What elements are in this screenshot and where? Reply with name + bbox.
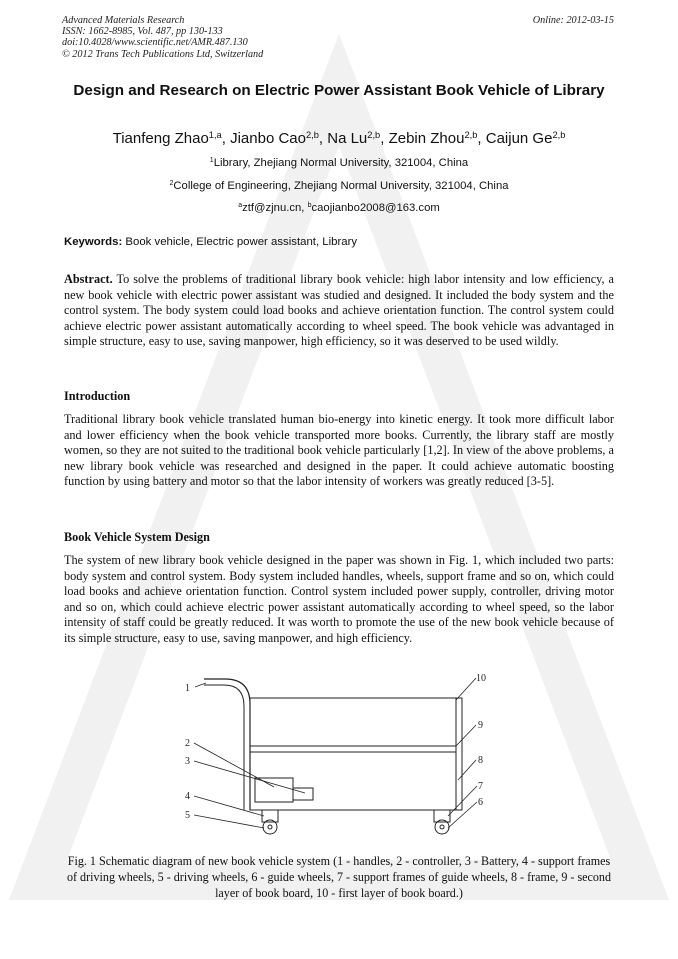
issn-line: ISSN: 1662-8985, Vol. 487, pp 130-133 [62, 26, 223, 38]
aff-text: Library, Zhejiang Normal University, 321004, China [213, 157, 469, 169]
introduction-heading: Introduction [64, 389, 131, 403]
figure-caption: Fig. 1 Schematic diagram of new book vehicle system (1 - handles, 2 - controller, 3 - Battery, 4 - support frames of driving wheels, 5 - driving wheels, 6 - guide wheels, 7 - support frames of guide wheels, 8 - frame, 9 - second layer of book board, 10 - first layer of book board.) [66, 854, 612, 900]
copyright-line: © 2012 Trans Tech Publications Ltd, Switzerland [62, 48, 264, 60]
label-6: 6 [478, 797, 483, 808]
label-4: 4 [185, 791, 190, 802]
guide-wheel-hub [440, 825, 444, 829]
introduction-text: Traditional library book vehicle translated human bio-energy into kinetic energy. It took more difficult labor and lower efficiency when the book vehicle transported more books. Currently, the library staff are mostly women, so they are not suited to the traditional book vehicle particularly [1,2]. In view of the above problems, a new library book vehicle was researched and designed in the paper. It could achieve automatic boosting function by using battery and motor so that the labor intensity of workers was greatly reduced [3-5]. [64, 412, 614, 489]
author-sup: 2,b [552, 129, 566, 140]
aff-sup: 2 [169, 180, 174, 188]
author: Tianfeng Zhao [112, 130, 209, 147]
abstract-label: Abstract. [64, 272, 113, 286]
keywords [64, 236, 357, 248]
author-sup: 2,b [464, 129, 478, 140]
vehicle-frame [250, 698, 462, 810]
label-2: 2 [185, 738, 190, 749]
handle-inner [204, 685, 244, 810]
figure-labels [185, 673, 486, 821]
label-8: 8 [478, 755, 483, 766]
email-line [62, 202, 616, 214]
author-sup: 2,b [305, 129, 319, 140]
paper-title: Design and Research on Electric Power Assistant Book Vehicle of Library [73, 82, 605, 99]
email-sup: b [307, 202, 312, 210]
aff-sup: 1 [209, 157, 214, 165]
controller-box [293, 788, 313, 800]
leader-lines [194, 678, 477, 828]
battery-box [255, 778, 293, 802]
abstract [64, 272, 614, 350]
author: Zebin Zhou [388, 130, 465, 147]
label-1: 1 [185, 683, 190, 694]
keywords-text: Book vehicle, Electric power assistant, Library [122, 236, 358, 248]
online-date: Online: 2012-03-15 [532, 15, 614, 26]
email-sup: a [238, 202, 243, 210]
author-sup: 2,b [367, 129, 381, 140]
author: Caijun Ge [485, 130, 553, 147]
abstract-text: To solve the problems of traditional library book vehicle: high labor intensity and low efficiency, a new book vehicle with electric power assistant was studied and designed. It included the body system and the control system. The body system could load books and achieve orientation function. The control system could achieve electric power assistant automatically according to wheel speed. The book vehicle was advantaged in simple structure, easy to use, saving manpower, high efficiency, so it was deserved to be used wildly. [64, 272, 614, 349]
journal-name: Advanced Materials Research [62, 15, 185, 26]
design-heading: Book Vehicle System Design [64, 530, 210, 544]
drive-wheel-hub [268, 825, 272, 829]
label-9: 9 [478, 720, 483, 731]
author: Jianbo Cao [230, 130, 306, 147]
author: Na Lu [327, 130, 368, 147]
label-5: 5 [185, 810, 190, 821]
author-sup: 1,a [208, 129, 222, 140]
doi-line: doi:10.4028/www.scientific.net/AMR.487.130 [62, 37, 248, 49]
design-text: The system of new library book vehicle designed in the paper was shown in Fig. 1, which included two parts: body system and control system. Body system included handles, wheels, support frame and so on, which could load books and achieve orientation function. Control system included power supply, controller, driving motor and so on, which could achieve electric power assistant automatically according to wheel speed, so the labor intensity of staff could be greatly reduced. It was worth to promote the use of the new book vehicle because of its simple structure, easy to use, saving manpower, and high efficiency. [64, 553, 614, 645]
book-vehicle-figure [180, 670, 500, 850]
keywords-label: Keywords: [64, 236, 123, 248]
label-3: 3 [185, 756, 190, 767]
affiliation-2 [62, 180, 616, 192]
label-10: 10 [476, 673, 486, 684]
journal-header [62, 15, 263, 60]
author-list: Tianfeng Zhao$^{1,a}$, Jianbo Cao$^{2,b}$, Na Lu$^{2,b}$, Zebin Zhou$^{2,b}$, Caijun Ge$^{2,b}$ [112, 129, 566, 147]
email-b: caojianbo2008@163.com [311, 202, 440, 214]
label-7: 7 [478, 781, 483, 792]
email-a: ztf@zjnu.cn, [242, 202, 308, 214]
aff-text: College of Engineering, Zhejiang Normal University, 321004, China [173, 180, 509, 192]
affiliation-1 [62, 157, 616, 169]
